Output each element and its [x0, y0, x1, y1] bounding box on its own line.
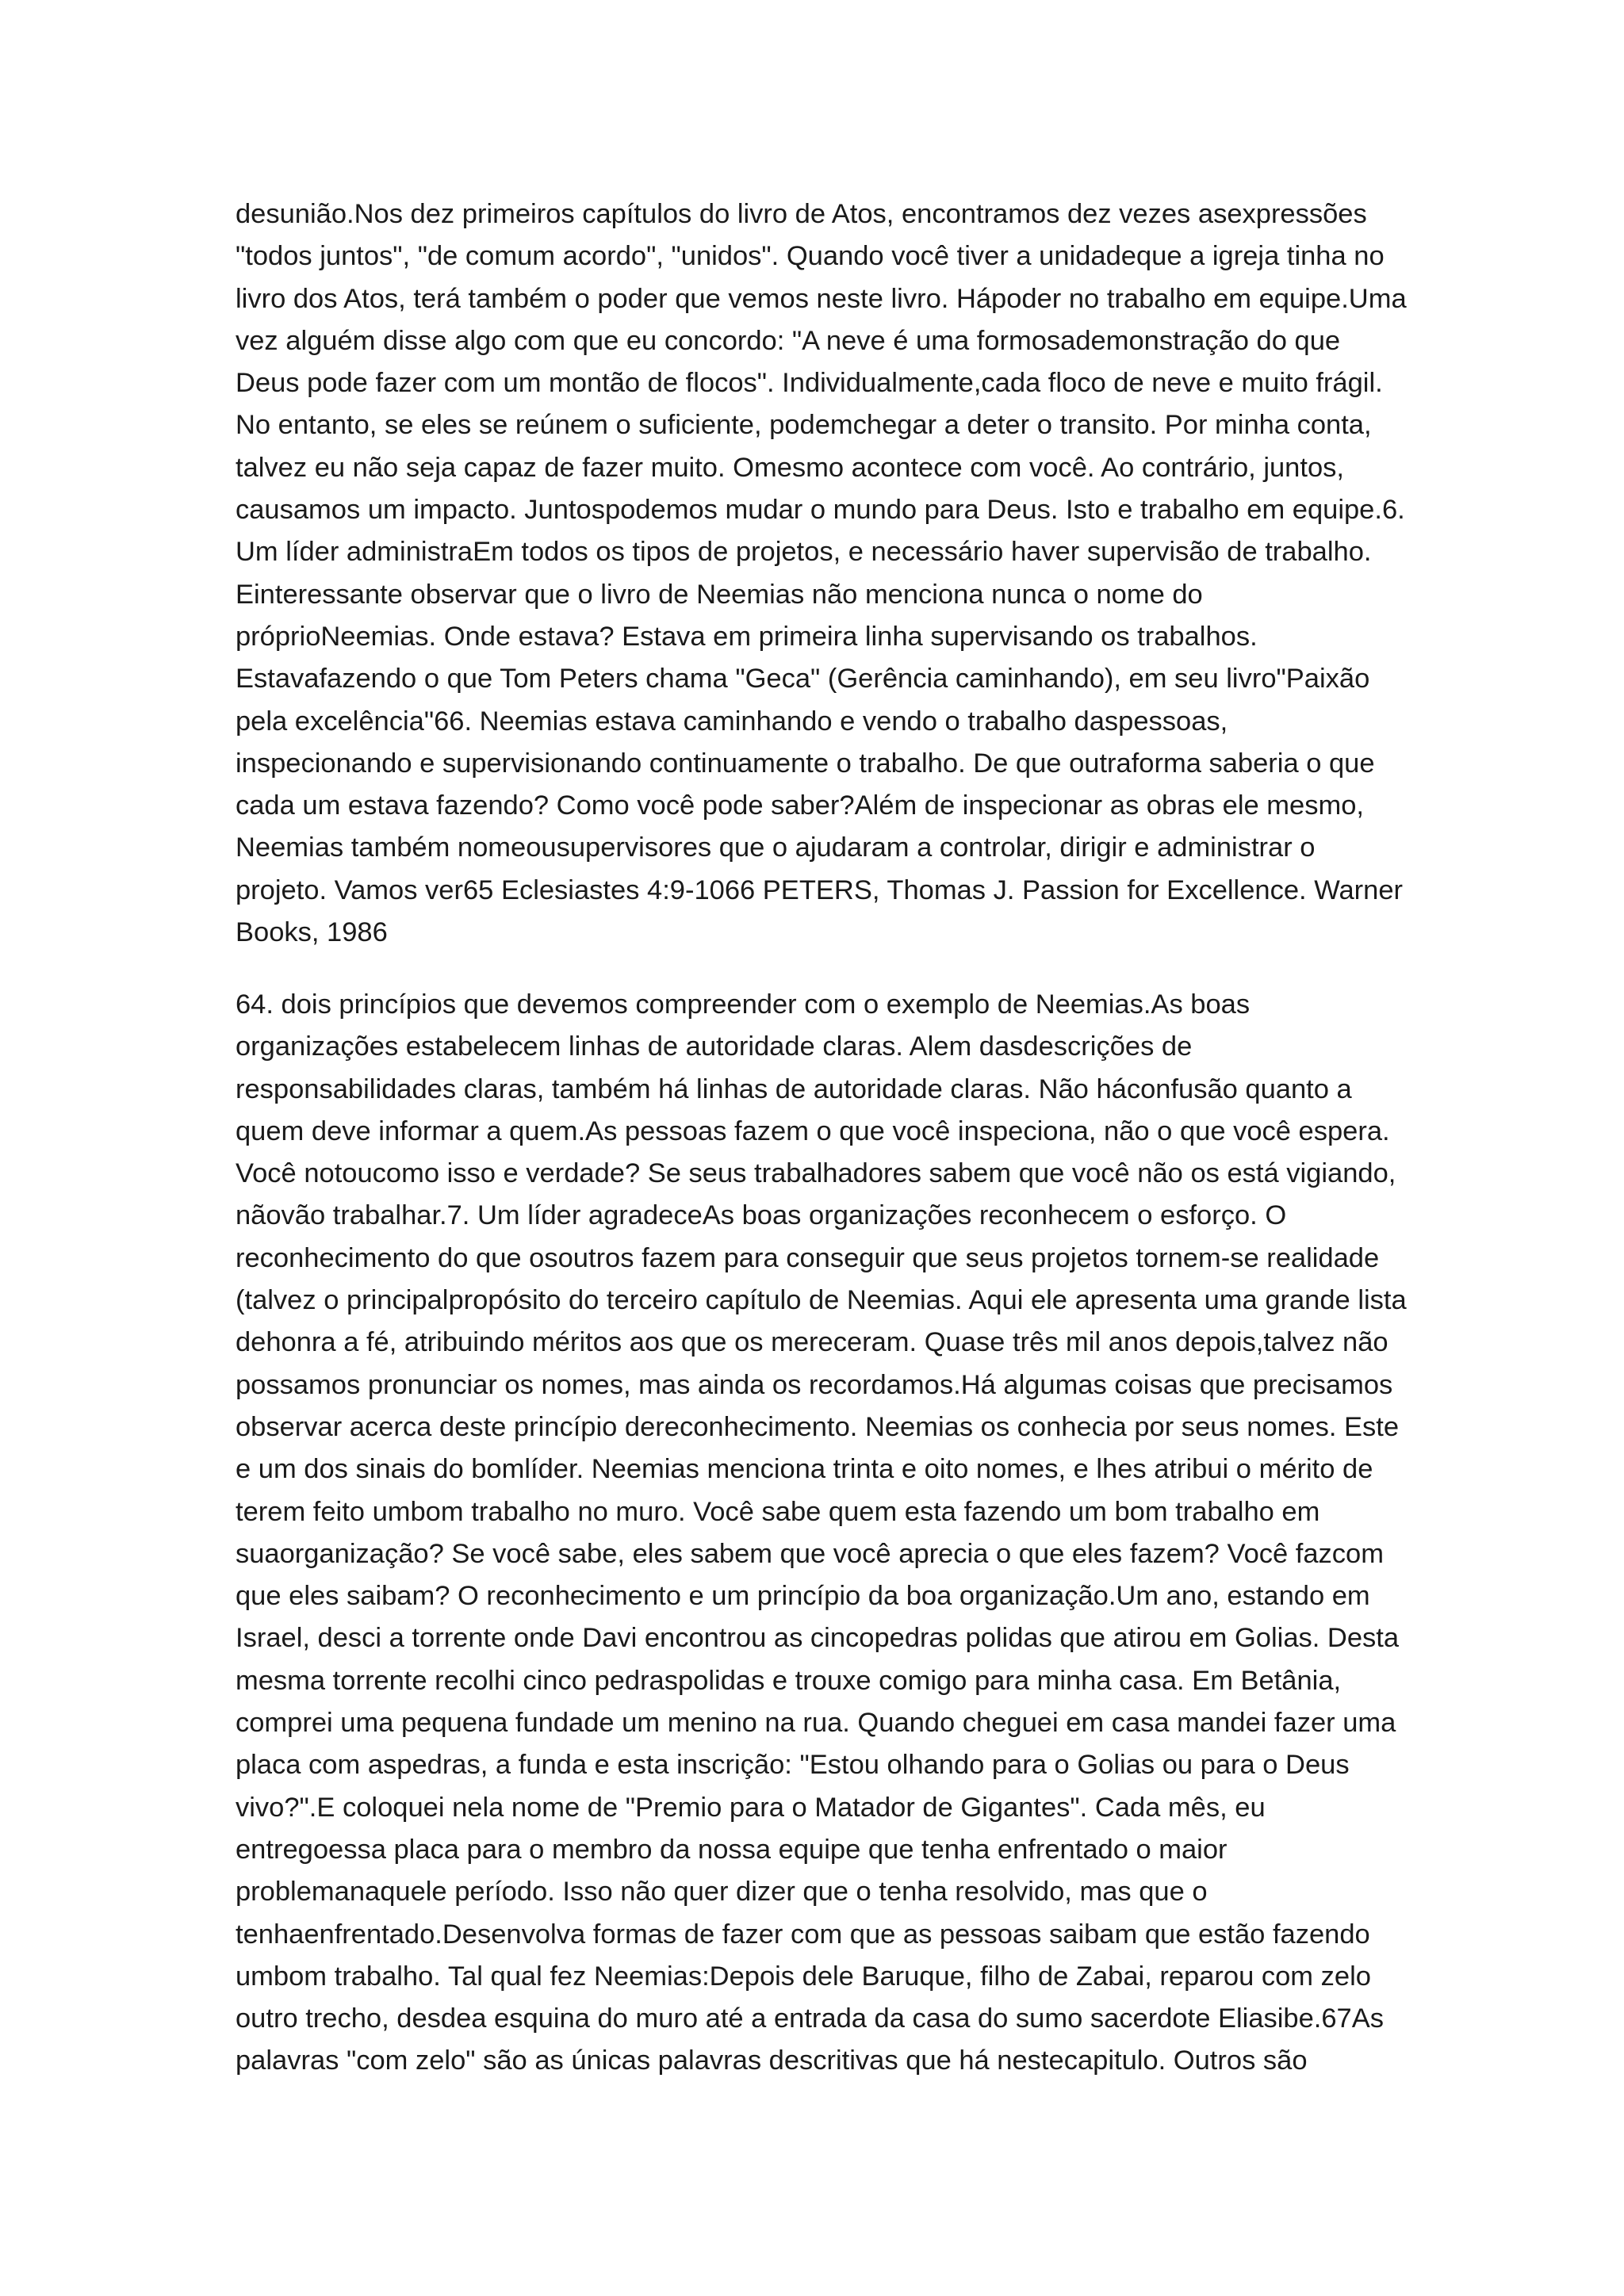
paragraph-authority-recognition: 64. dois princípios que devemos compreender com o exemplo de Neemias.As boas organizações estabelecem linhas de autoridade claras. Alem dasdescrições de responsabilidades claras, também há linhas de autoridade claras. Não háconfusão quanto a quem deve informar a quem.As pessoas fazem o que você inspeciona, não o que você espera. Você notoucomo isso e verdade? Se seus trabalhadores sabem que você não os está vigiando, nãovão trabalhar.7. Um líder agradeceAs boas organizações reconhecem o esforço. O reconhecimento do que osoutros fazem para conseguir que seus projetos tornem-se realidade (talvez o principalpropósito do terceiro capítulo de Neemias. Aqui ele apresenta uma grande lista dehonra a fé, atribuindo méritos aos que os mereceram. Quase três mil anos depois,talvez não possamos pronunciar os nomes, mas ainda os recordamos.Há algumas coisas que precisamos observar acerca deste princípio dereconhecimento. Neemias os conhecia por seus nomes. Este e um dos sinais do bomlíder. Neemias menciona trinta e oito nomes, e lhes atribui o mérito de terem feito umbom trabalho no muro. Você sabe quem esta fazendo um bom trabalho em suaorganização? Se você sabe, eles sabem que você aprecia o que eles fazem? Você fazcom que eles saibam? O reconhecimento e um princípio da boa organização.Um ano, estando em Israel, desci a torrente onde Davi encontrou as cincopedras polidas que atirou em Golias. Desta mesma torrente recolhi cinco pedraspolidas e trouxe comigo para minha casa. Em Betânia, comprei uma pequena fundade um menino na rua. Quando cheguei em casa mandei fazer uma placa com aspedras, a funda e esta inscrição: "Estou olhando para o Golias ou para o Deus vivo?".E coloquei nela nome de "Premio para o Matador de Gigantes". Cada mês, eu entregoessa placa para o membro da nossa equipe que tenha enfrentado o maior problemanaquele período. Isso não quer dizer que o tenha resolvido, mas que o tenhaenfrentado.Desenvolva formas de fazer com que as pessoas saibam que estão fazendo umbom trabalho. Tal qual fez Neemias:Depois dele Baruque, filho de Zabai, reparou com zelo outro trecho, desdea esquina do muro até a entrada da casa do sumo sacerdote Eliasibe.67As palavras "com zelo" são as únicas palavras descritivas que há nestecapitulo. Outros são: [236, 989, 1407, 2076]
paragraph-teamwork-supervision: desunião.Nos dez primeiros capítulos do livro de Atos, encontramos dez vezes asexpressões "todos juntos", "de comum acordo", "unidos". Quando você tiver a unidadeque a igreja tinha no livro dos Atos, terá também o poder que vemos neste livro. Hápoder no trabalho em equipe.Uma vez alguém disse algo com que eu concordo: "A neve é uma formosademonstração do que Deus pode fazer com um montão de flocos". Individualmente,cada floco de neve e muito frágil. No entanto, se eles se reúnem o suficiente, podemchegar a deter o transito. Por minha conta, talvez eu não seja capaz de fazer muito. Omesmo acontece com você. Ao contrário, juntos, causamos um impacto. Juntospodemos mudar o mundo para Deus. Isto e trabalho em equipe.6. Um líder administraEm todos os tipos de projetos, e necessário haver supervisão de trabalho. Einteressante observar que o livro de Neemias não menciona nunca o nome do próprioNeemias. Onde estava? Estava em primeira linha supervisando os trabalhos. Estavafazendo o que Tom Peters chama "Geca" (Gerência caminhando), em seu livro"Paixão pela excelência"66. Neemias estava caminhando e vendo o trabalho daspessoas, inspecionando e supervisionando continuamente o trabalho. De que outraforma saberia o que cada um estava fazendo? Como você pode saber?Além de inspecionar as obras ele mesmo, Neemias também nomeousupervisores que o ajudaram a controlar, dirigir e administrar o projeto. Vamos ver65 Eclesiastes 4:9-1066 PETERS, Thomas J. Passion for Excellence. Warner Books, 1986: [236, 199, 1407, 948]
